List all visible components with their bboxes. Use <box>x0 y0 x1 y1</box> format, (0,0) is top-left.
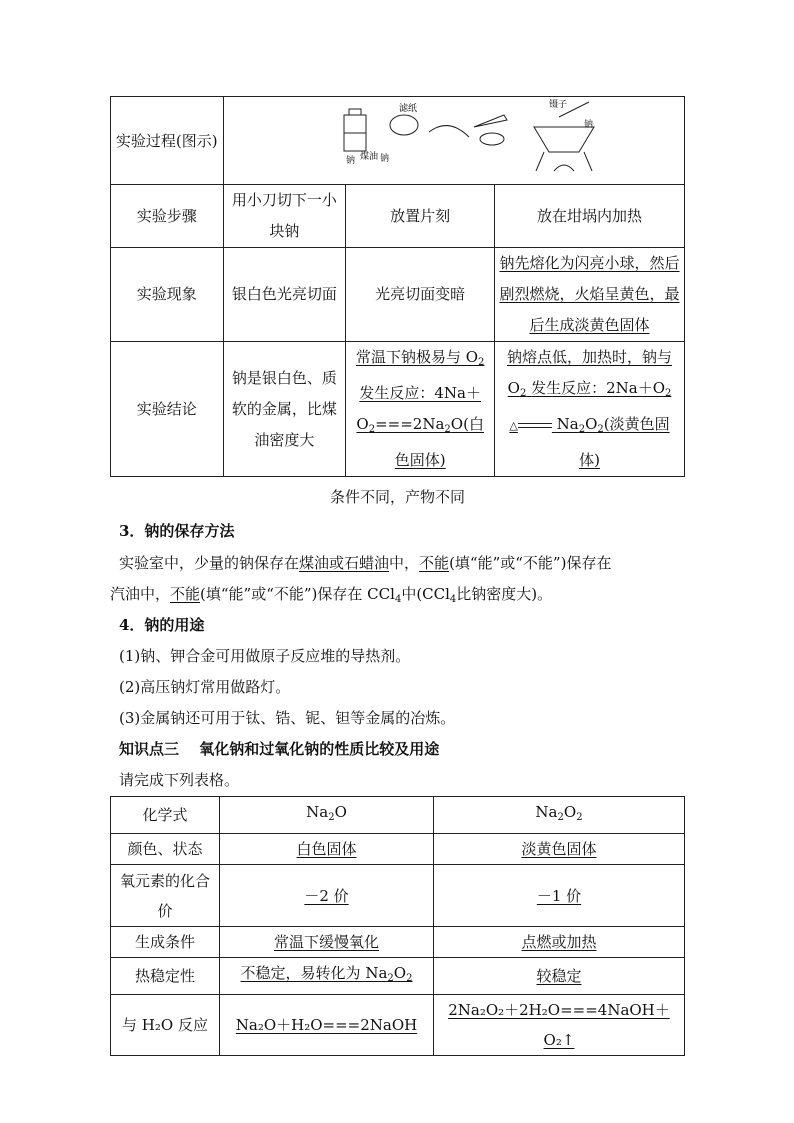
conclusion-2: 常温下钠极易与 $O_2$ 发生反应：$4Na+O_2===2Na_2O$(白色固体) <box>346 342 495 477</box>
conditions-note: 条件不同，产物不同 <box>329 488 465 506</box>
fig-label-sodium-2: 钠 <box>379 154 389 164</box>
row-label-steps: 实验步骤 <box>111 185 224 248</box>
cell-na2o: 白色固体 <box>220 834 434 865</box>
cell-na2o2: 点燃或加热 <box>434 927 685 958</box>
table-intro: 请完成下列表格。 <box>119 771 240 789</box>
conclusion-3: 钠熔点低，加热时，钠与$O_2$ 发生反应：$2Na+O_2$ △ $Na_2O_2$(淡黄色固体) <box>495 342 685 477</box>
row-label-phenomena: 实验现象 <box>111 248 224 342</box>
cell-na2o2: －1 价 <box>434 865 685 927</box>
row-label: 氧元素的化合价 <box>111 865 220 927</box>
oxide-comparison-table <box>110 796 685 1056</box>
row-label-conclusion: 实验结论 <box>111 342 224 477</box>
fig-label-tongs: 镊子 <box>548 100 567 110</box>
cell-na2o2: 淡黄色固体 <box>434 834 685 865</box>
cell-na2o2: 较稳定 <box>434 958 685 995</box>
cell-na2o2: 2Na₂O₂＋2H₂O===4NaOH＋O₂↑ <box>434 995 685 1056</box>
step-cut: 用小刀切下一小块钠 <box>223 185 346 248</box>
cell-na2o: 常温下缓慢氧化 <box>220 927 434 958</box>
row-label: 颜色、状态 <box>111 834 220 865</box>
step-wait: 放置片刻 <box>346 185 495 248</box>
col-header-na2o2: $Na_2O_2$ <box>434 797 685 834</box>
use-2: (2)高压钠灯常用做路灯。 <box>119 678 291 696</box>
section-3-para-1: 实验室中，少量的钠保存在煤油或石蜡油中，不能(填“能”或“不能”)保存在 <box>119 554 612 572</box>
row-label: 热稳定性 <box>111 958 220 995</box>
row-label: 与 H₂O 反应 <box>111 995 220 1056</box>
use-3: (3)金属钠还可用于钛、锆、铌、钽等金属的冶炼。 <box>119 709 456 727</box>
use-1: (1)钠、钾合金可用做原子反应堆的导热剂。 <box>119 647 411 665</box>
section-3-title: 3．钠的保存方法 <box>119 522 235 540</box>
phenomenon-1: 银白色光亮切面 <box>223 248 346 342</box>
experiment-figure-cell <box>223 97 684 185</box>
phenomenon-3: 钠先熔化为闪亮小球，然后剧烈燃烧，火焰呈黄色，最后生成淡黄色固体 <box>495 248 685 342</box>
conclusion-1: 钠是银白色、质软的金属，比煤油密度大 <box>223 342 346 477</box>
cell-na2o: Na₂O＋H₂O===2NaOH <box>220 995 434 1056</box>
knowledge-point-3-title: 知识点三 氧化钠和过氧化钠的性质比较及用途 <box>119 740 440 758</box>
col-header-formula: 化学式 <box>111 797 220 834</box>
cell-na2o: －2 价 <box>220 865 434 927</box>
col-header-na2o: $Na_2O$ <box>220 797 434 834</box>
experiment-illustration <box>304 97 604 173</box>
step-heat: 放在坩埚内加热 <box>495 185 685 248</box>
section-3-para-2: 汽油中，不能(填“能”或“不能”)保存在 CCl$_4$中(CCl$_4$比钠密度大)。 <box>110 585 553 605</box>
experiment-table <box>110 96 685 477</box>
phenomenon-2: 光亮切面变暗 <box>346 248 495 342</box>
fig-label-filter-paper: 滤纸 <box>398 104 417 114</box>
row-label-process: 实验过程(图示) <box>111 97 224 185</box>
fig-label-sodium: 钠 <box>345 156 355 166</box>
fig-label-kerosene: 煤油 <box>359 152 378 162</box>
section-4-title: 4．钠的用途 <box>119 616 205 634</box>
fig-label-sodium-3: 钠 <box>583 120 593 130</box>
cell-na2o: 不稳定，易转化为 $Na_2O_2$ <box>220 958 434 995</box>
row-label: 生成条件 <box>111 927 220 958</box>
